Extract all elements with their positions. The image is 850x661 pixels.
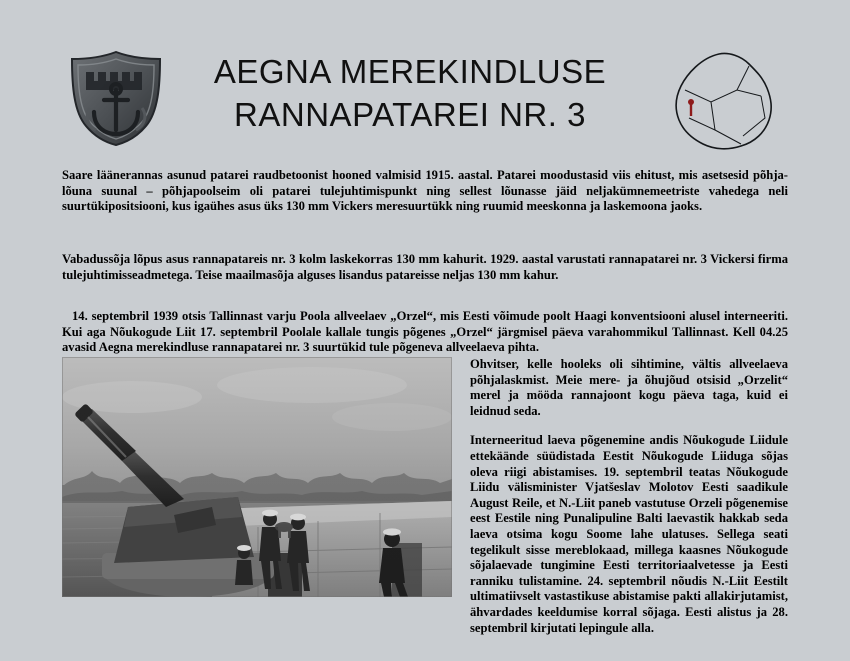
page-title — [190, 50, 630, 136]
paragraph-3 — [62, 309, 788, 356]
paragraph-5: Interneeritud laeva põgenemine andis Nõukogude Liidule ettekäände süüdistada Eestit Nõukogude Liiduga sõjas oleva riigi abistamises. 19. septembril teatas Nõukogude Liidu välisminister Vjatšeslav Molotov Eesti saadikule August Reile, et N.-Liit paneb vastutuse Orzeli põgenemise eest Eestile ning Punalipuline Balti laevastik hakkab seda laeva otsima kogu Soome lahe ulatuses. Sellega seati tegelikult sisse mereblokaad, millega kaasnes Nõukogude sõjalaevade tungimine Eesti territoriaalvetesse ja Eesti ranniku tulistamine. 24. septembril nõudis N.-Liit Eestilt ultimatiivselt vastastikuse abistamise pakti allakirjutamist, ähvardades keeldumise korral sõjaga. Eesti alistus ja 28. septembril kirjutati lepingule alla. — [470, 433, 788, 635]
poster-header — [0, 28, 850, 148]
naval-anchor-crest-icon — [62, 50, 170, 146]
title-line-2: RANNAPATAREI NR. 3 — [234, 96, 586, 133]
aegna-island-map-icon — [645, 50, 795, 160]
map-marker-icon — [688, 99, 694, 116]
paragraph-1: Saare läänerannas asunud patarei raudbetoonist hooned valmisid 1915. aastal. Patarei moodustasid viis ehitust, mis asetsesid põhja-lõuna suunal – põhjapoolseim oli patarei tulejuhtimispunkt ning sellest lõunasse jäid neljakümnemeetriste vahedega neli suurtükipositsiooni, kus igaühes asus üks 130 mm Vickers meresuurtükk ning ruumid meeskonna ja laskemoona jaoks. — [62, 168, 788, 214]
paragraph-3-text: 14. septembril 1939 otsis Tallinnast varju Poola allveelaev „Orzel“, mis Eesti võimude poolt Haagi konventsiooni alusel interneeriti. Kui aga Nõukogude Liit 17. septembril Poolale kallale tungis põgenes „Orzel“ järgmisel päeva varahommikul Tallinnast. Kell 04.25 avasid Aegna merekindluse rannapatarei nr. 3 suurtükid tule põgeneva allveelaeva pihta. — [62, 309, 788, 355]
right-text-column — [470, 357, 788, 650]
paragraph-4: Ohvitser, kelle hooleks oli sihtimine, vältis allveelaeva põhjalaskmist. Meie mere- ja õhujõud otsisid „Orzelit“ merel ja mööda rannajoont kogu päeva taga, kuid ei leidnud seda. — [470, 357, 788, 418]
paragraph-2: Vabadussõja lõpus asus rannapatareis nr. 3 kolm laskekorras 130 mm kahurit. 1929. aastal varustati rannapatarei nr. 3 Vickersi firma tulejuhtimisseadmetega. Teise maailmasõja alguses lisandus patareisse neljas 130 mm kahur. — [62, 252, 788, 282]
coastal-gun-battery-photo — [62, 357, 452, 597]
title-line-1: AEGNA MEREKINDLUSE — [213, 53, 607, 90]
